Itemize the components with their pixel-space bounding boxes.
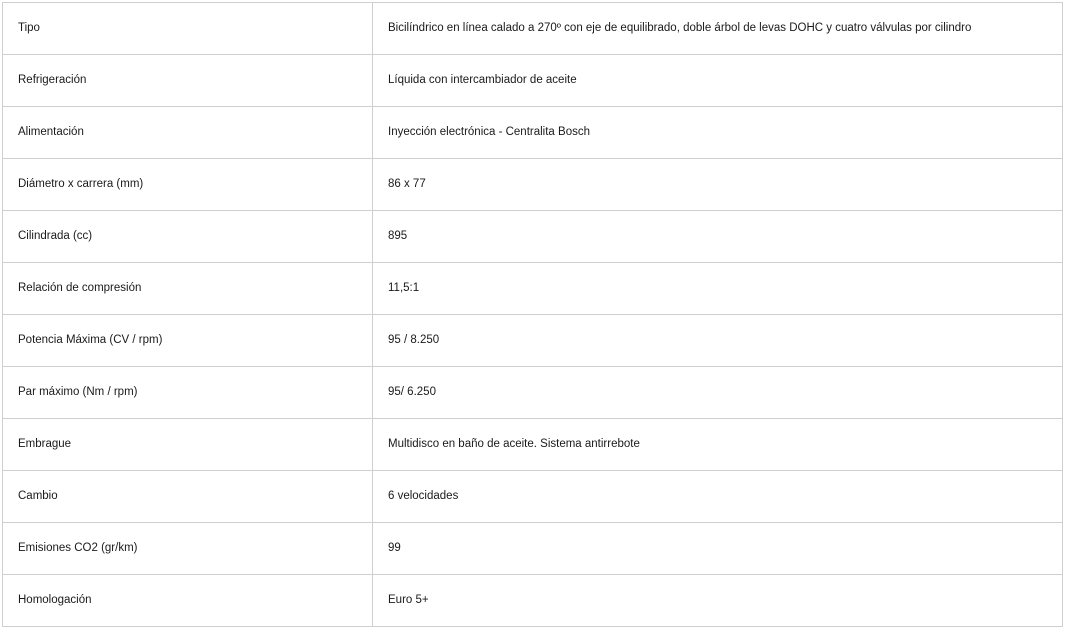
table-row	[3, 211, 1063, 263]
table-row	[3, 419, 1063, 471]
table-row	[3, 575, 1063, 627]
spec-label: Cambio	[3, 471, 373, 523]
spec-label: Relación de compresión	[3, 263, 373, 315]
spec-value: 95/ 6.250	[373, 367, 1063, 419]
spec-label: Par máximo (Nm / rpm)	[3, 367, 373, 419]
spec-value: 86 x 77	[373, 159, 1063, 211]
table-row	[3, 55, 1063, 107]
spec-label: Potencia Máxima (CV / rpm)	[3, 315, 373, 367]
spec-value: 99	[373, 523, 1063, 575]
table-row	[3, 523, 1063, 575]
spec-value: Bicilíndrico en línea calado a 270º con eje de equilibrado, doble árbol de levas DOHC y cuatro válvulas por cilindro	[373, 3, 1063, 55]
spec-value: Inyección electrónica - Centralita Bosch	[373, 107, 1063, 159]
spec-label: Cilindrada (cc)	[3, 211, 373, 263]
spec-label: Embrague	[3, 419, 373, 471]
table-row	[3, 159, 1063, 211]
table-row	[3, 3, 1063, 55]
table-row	[3, 107, 1063, 159]
spec-value: 95 / 8.250	[373, 315, 1063, 367]
spec-label: Alimentación	[3, 107, 373, 159]
table-row	[3, 263, 1063, 315]
spec-value: Euro 5+	[373, 575, 1063, 627]
spec-value: 895	[373, 211, 1063, 263]
spec-value: Líquida con intercambiador de aceite	[373, 55, 1063, 107]
table-row	[3, 367, 1063, 419]
spec-label: Diámetro x carrera (mm)	[3, 159, 373, 211]
spec-value: Multidisco en baño de aceite. Sistema antirrebote	[373, 419, 1063, 471]
table-row	[3, 315, 1063, 367]
spec-value: 6 velocidades	[373, 471, 1063, 523]
spec-label: Refrigeración	[3, 55, 373, 107]
table-row	[3, 471, 1063, 523]
spec-label: Emisiones CO2 (gr/km)	[3, 523, 373, 575]
spec-table	[2, 2, 1063, 627]
spec-value: 11,5:1	[373, 263, 1063, 315]
spec-label: Homologación	[3, 575, 373, 627]
spec-label: Tipo	[3, 3, 373, 55]
